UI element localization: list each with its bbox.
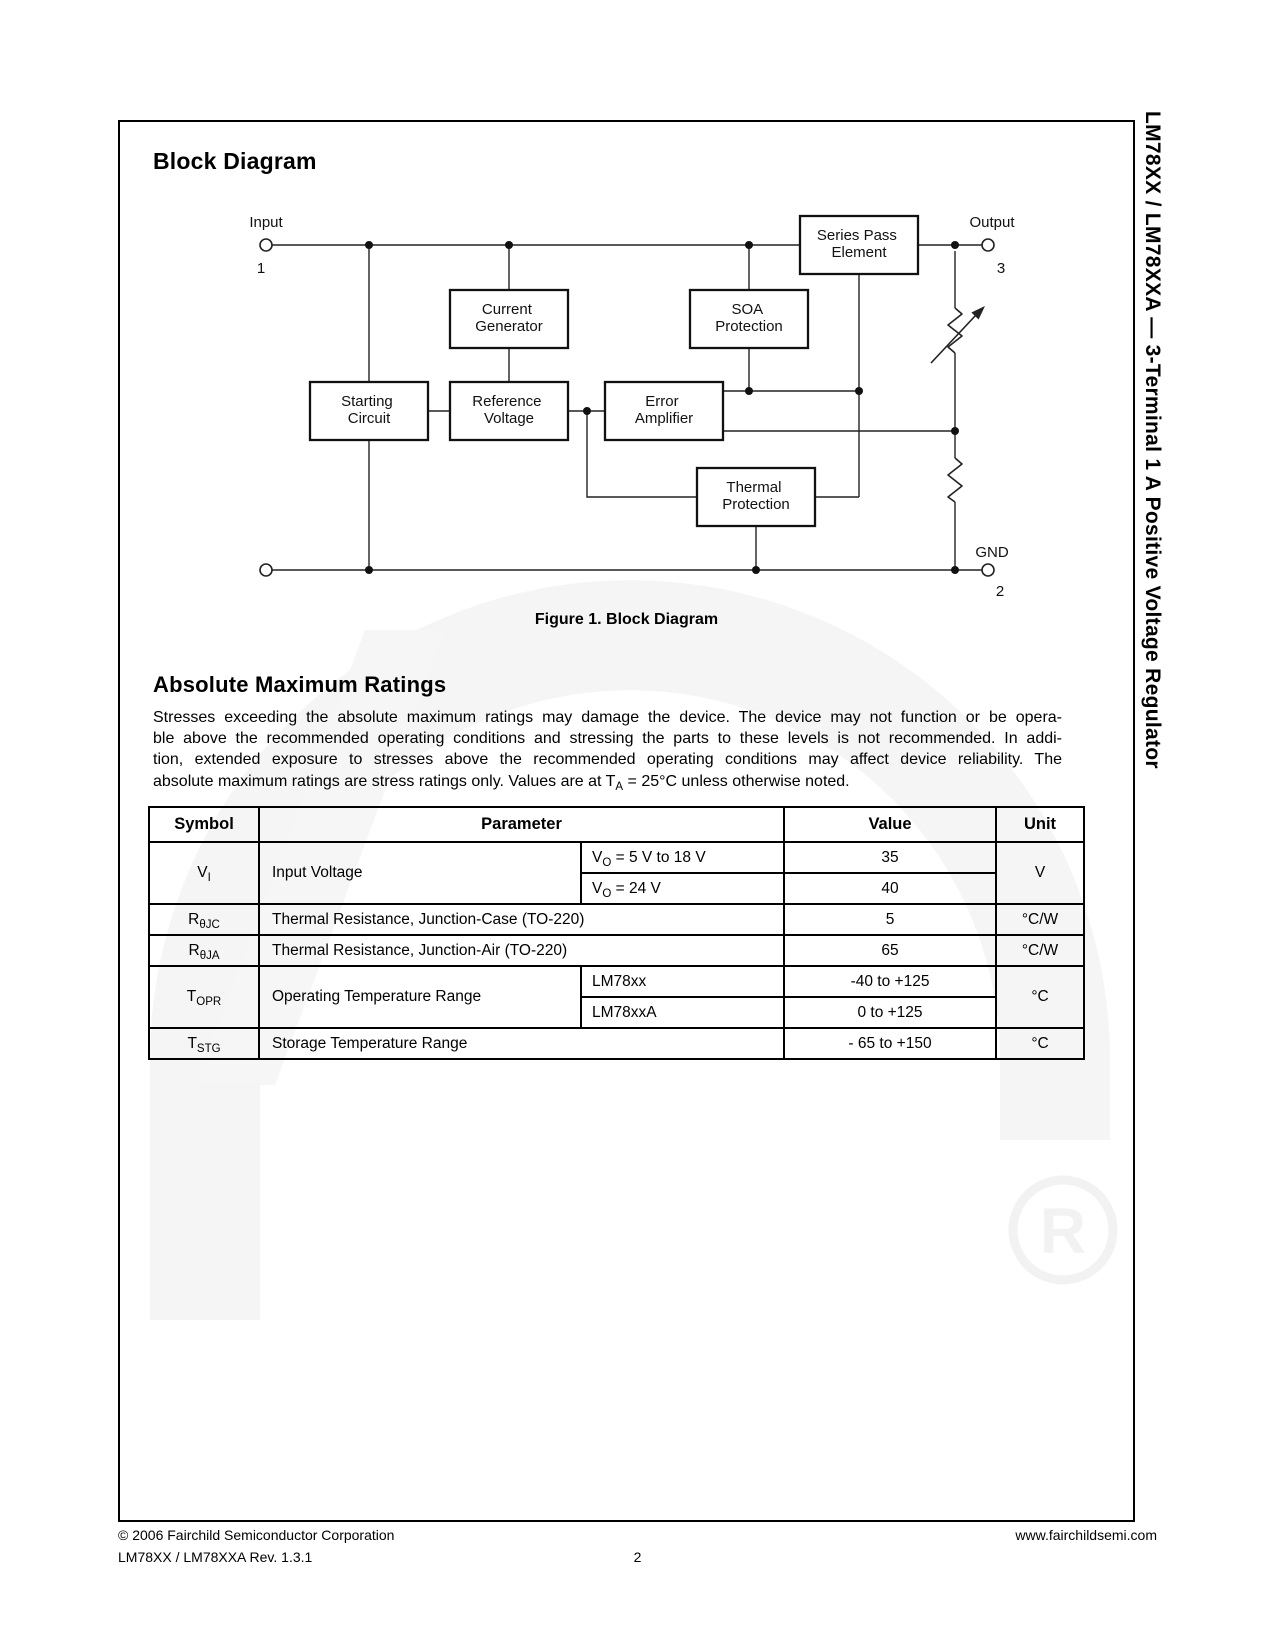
- table-row-input-voltage-1: [149, 842, 1084, 873]
- symbol-vi: $V_I$: [149, 842, 259, 904]
- resistor-symbol: [948, 458, 962, 502]
- param-rja: Thermal Resistance, Junction-Air (TO-220): [259, 935, 784, 966]
- unit-tstg: °C: [996, 1028, 1084, 1059]
- footer-page-number: 2: [633, 1549, 642, 1565]
- condition-vo-24: $V_O = 24$ V: [581, 873, 784, 904]
- abs-max-ratings-heading: Absolute Maximum Ratings: [153, 672, 447, 697]
- unit-rja: °C/W: [996, 935, 1084, 966]
- block-diagram-figure: [140, 195, 1020, 607]
- param-topr: Operating Temperature Range: [259, 966, 581, 1028]
- block-error-amplifier: [605, 382, 723, 440]
- table-row-rja: [149, 935, 1084, 966]
- value-rja: 65: [784, 935, 996, 966]
- value-topr-1: -40 to +125: [784, 966, 996, 997]
- block-reference-voltage: [450, 382, 568, 440]
- block-starting-circuit: [310, 382, 428, 440]
- svg-text:SOA Protection: SOA Protection: [715, 301, 783, 335]
- value-rjc: 5: [784, 904, 996, 935]
- table-row-tstg: [149, 1028, 1084, 1059]
- col-header-value: Value: [784, 807, 996, 842]
- svg-text:Starting Circuit: Starting Circuit: [341, 393, 393, 427]
- part-number-sidebar: LM78XX / LM78XXA — 3-Terminal 1 A Positive Voltage Regulator: [1141, 111, 1164, 769]
- gnd-pin: [975, 544, 1009, 600]
- param-rjc: Thermal Resistance, Junction-Case (TO-220): [259, 904, 784, 935]
- table-row-topr-1: [149, 966, 1084, 997]
- unit-vi: V: [996, 842, 1084, 904]
- symbol-rjc: $R_{\theta JC}$: [149, 904, 259, 935]
- value-vi-2: 40: [784, 873, 996, 904]
- col-header-parameter: Parameter: [259, 807, 784, 842]
- figure-caption: Figure 1. Block Diagram: [534, 611, 719, 628]
- abs-max-ratings-table: [148, 806, 1085, 1060]
- param-tstg: Storage Temperature Range: [259, 1028, 784, 1059]
- unit-topr: °C: [996, 966, 1084, 1028]
- col-header-symbol: Symbol: [149, 807, 259, 842]
- svg-text:Error Amplifier: Error Amplifier: [634, 393, 694, 427]
- svg-text:Output: Output: [969, 214, 1015, 231]
- svg-text:3: 3: [996, 260, 1006, 277]
- footer-website: www.fairchildsemi.com: [1015, 1527, 1157, 1543]
- param-input-voltage: Input Voltage: [259, 842, 581, 904]
- table-header-row: [149, 807, 1084, 842]
- svg-text:Thermal Protection: Thermal Protection: [722, 479, 790, 513]
- svg-text:Current Generator: Current Generator: [475, 301, 543, 335]
- symbol-tstg: $T_{STG}$: [149, 1028, 259, 1059]
- footer-revision: LM78XX / LM78XXA Rev. 1.3.1: [118, 1549, 313, 1565]
- value-tstg: - 65 to +150: [784, 1028, 996, 1059]
- value-vi-1: 35: [784, 842, 996, 873]
- symbol-rja: $R_{\theta JA}$: [149, 935, 259, 966]
- svg-text:GND: GND: [975, 544, 1009, 561]
- block-current-generator: [450, 290, 568, 348]
- col-header-unit: Unit: [996, 807, 1084, 842]
- condition-lm78xxa: LM78xxA: [581, 997, 784, 1028]
- paragraph-line-2: ble above the recommended operating conditions and stressing the parts to these levels is not recommended. In addi-: [153, 730, 1062, 748]
- common-pin: [260, 564, 272, 576]
- watermark-registered-letter: R: [1039, 1195, 1087, 1267]
- svg-text:Input: Input: [249, 214, 283, 231]
- footer-copyright: © 2006 Fairchild Semiconductor Corporation: [118, 1527, 395, 1543]
- svg-text:Reference Voltage: Reference Voltage: [472, 393, 542, 427]
- block-thermal-protection: [697, 468, 815, 526]
- value-topr-2: 0 to +125: [784, 997, 996, 1028]
- condition-lm78xx: LM78xx: [581, 966, 784, 997]
- paragraph-line-1: Stresses exceeding the absolute maximum ratings may damage the device. The device may not function or be opera-: [153, 709, 1062, 726]
- svg-text:Series Pass Element: Series Pass Element: [816, 227, 897, 261]
- block-soa-protection: [690, 290, 808, 348]
- block-series-pass-element: [800, 216, 918, 274]
- adjustable-zener-symbol: [931, 306, 985, 363]
- table-row-rjc: [149, 904, 1084, 935]
- svg-text:2: 2: [995, 583, 1005, 600]
- unit-rjc: °C/W: [996, 904, 1084, 935]
- paragraph-line-4: absolute maximum ratings are stress ratings only. Values are at $T_A = 25^\circ C$ unless otherwise noted.: [153, 772, 850, 793]
- svg-text:1: 1: [256, 260, 266, 277]
- block-diagram-heading: Block Diagram: [153, 148, 317, 174]
- abs-max-ratings-paragraph: [153, 707, 1062, 792]
- condition-vo-5-18: $V_O = 5$ V to 18 V: [581, 842, 784, 873]
- symbol-topr: $T_{OPR}$: [149, 966, 259, 1028]
- paragraph-line-3: tion, extended exposure to stresses above the recommended operating conditions may affect device reliability. The: [153, 751, 1062, 769]
